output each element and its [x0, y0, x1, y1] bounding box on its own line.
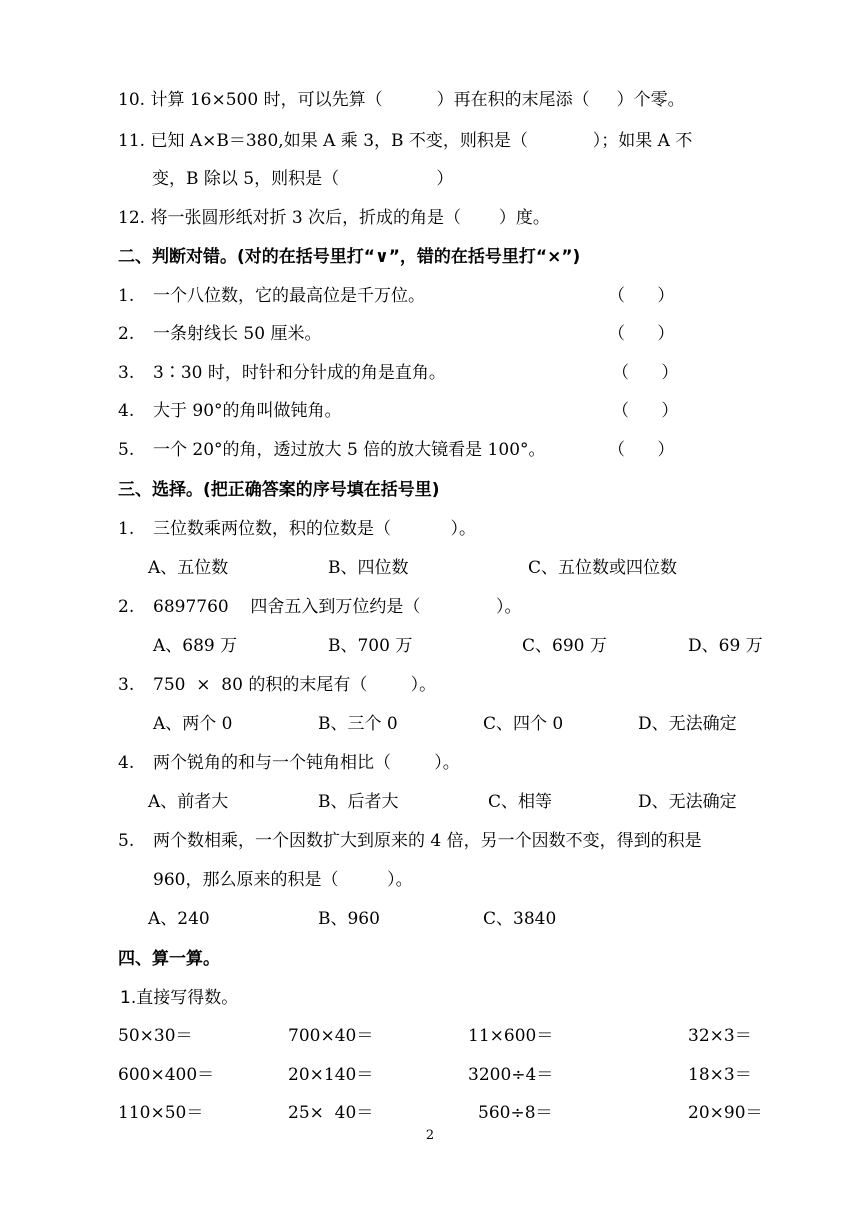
choice-q1-option-a: A、五位数 [148, 558, 229, 578]
choice-heading: 三、选择。(把正确答案的序号填在括号里) [118, 480, 440, 500]
choice-q3-text: 750 × 80 的积的末尾有（ ）。 [153, 675, 437, 695]
calc-cell-3-3: 560÷8＝ [478, 1103, 553, 1123]
judge-item-1-bracket: （ ） [608, 286, 675, 306]
choice-q3-num: 3. [118, 675, 135, 695]
choice-q4-option-c: C、相等 [488, 792, 553, 812]
choice-q2-option-a: A、689 万 [153, 636, 238, 656]
choice-q1-option-c: C、五位数或四位数 [528, 558, 678, 578]
choice-q3-option-b: B、三个 0 [318, 714, 398, 734]
calc-cell-1-1: 50×30＝ [118, 1026, 193, 1046]
choice-q5-text-line1: 两个数相乘，一个因数扩大到原来的 4 倍，另一个因数不变，得到的积是 [153, 831, 702, 851]
calc-cell-2-1: 600×400＝ [118, 1065, 215, 1085]
choice-q1-option-b: B、四位数 [328, 558, 409, 578]
page-number: 2 [425, 1128, 435, 1143]
question-12: 12. 将一张圆形纸对折 3 次后，折成的角是（ ）度。 [118, 208, 550, 228]
judge-item-3-text: 3∶30 时，时针和分针成的角是直角。 [153, 363, 446, 383]
judge-item-4-text: 大于 90°的角叫做钝角。 [153, 401, 342, 421]
question-11-line1: 11. 已知 A×B＝380,如果 A 乘 3，B 不变，则积是（ ）；如果 A 不 [118, 131, 693, 151]
calc-cell-2-4: 18×3＝ [688, 1065, 752, 1085]
choice-q5-option-b: B、960 [318, 909, 380, 929]
judge-item-1-text: 一个八位数，它的最高位是千万位。 [153, 286, 425, 306]
judge-item-2-text: 一条射线长 50 厘米。 [153, 324, 322, 344]
judge-item-4-bracket: （ ） [612, 401, 679, 421]
choice-q2-num: 2. [118, 597, 135, 617]
judge-item-4-num: 4. [118, 401, 135, 421]
calc-cell-1-2: 700×40＝ [288, 1026, 374, 1046]
calc-cell-3-4: 20×90＝ [688, 1103, 763, 1123]
judge-item-3-num: 3. [118, 363, 135, 383]
calc-heading: 四、算一算。 [118, 949, 220, 969]
choice-q4-num: 4. [118, 753, 135, 773]
judge-item-5-num: 5. [118, 440, 135, 460]
calc-subheading: 1.直接写得数。 [120, 988, 239, 1008]
calc-cell-3-1: 110×50＝ [118, 1103, 204, 1123]
judge-item-3-bracket: （ ） [612, 363, 679, 383]
choice-q3-option-a: A、两个 0 [153, 714, 233, 734]
choice-q3-option-c: C、四个 0 [483, 714, 564, 734]
choice-q5-option-c: C、3840 [483, 909, 557, 929]
choice-q2-option-d: D、69 万 [688, 636, 763, 656]
choice-q2-option-b: B、700 万 [328, 636, 413, 656]
judge-item-1-num: 1. [118, 286, 135, 306]
calc-cell-3-2: 25× 40＝ [288, 1103, 374, 1123]
judge-item-5-text: 一个 20°的角，透过放大 5 倍的放大镜看是 100°。 [153, 440, 546, 460]
choice-q1-num: 1. [118, 519, 135, 539]
calc-cell-2-3: 3200÷4＝ [468, 1065, 554, 1085]
calc-cell-1-4: 32×3＝ [688, 1026, 752, 1046]
choice-q2-text: 6897760 四舍五入到万位约是（ ）。 [153, 597, 522, 617]
choice-q4-option-b: B、后者大 [318, 792, 399, 812]
choice-q4-option-d: D、无法确定 [638, 792, 737, 812]
judge-item-2-num: 2. [118, 324, 135, 344]
judge-item-5-bracket: （ ） [608, 440, 675, 460]
choice-q5-option-a: A、240 [148, 909, 210, 929]
choice-q2-option-c: C、690 万 [522, 636, 607, 656]
calc-cell-1-3: 11×600＝ [468, 1026, 554, 1046]
choice-q3-option-d: D、无法确定 [638, 714, 737, 734]
choice-q5-text-line2: 960，那么原来的积是（ ）。 [153, 870, 413, 890]
choice-q4-option-a: A、前者大 [148, 792, 229, 812]
choice-q5-num: 5. [118, 831, 135, 851]
choice-q1-text: 三位数乘两位数，积的位数是（ ）。 [153, 519, 476, 539]
calc-cell-2-2: 20×140＝ [288, 1065, 374, 1085]
judge-heading: 二、判断对错。(对的在括号里打“∨”，错的在括号里打“×”) [118, 247, 581, 267]
question-11-line2: 变，B 除以 5，则积是（ ） [152, 169, 454, 189]
judge-item-2-bracket: （ ） [608, 324, 675, 344]
choice-q4-text: 两个锐角的和与一个钝角相比（ ）。 [153, 753, 460, 773]
question-10: 10. 计算 16×500 时，可以先算（ ）再在积的末尾添（ ）个零。 [118, 90, 685, 110]
